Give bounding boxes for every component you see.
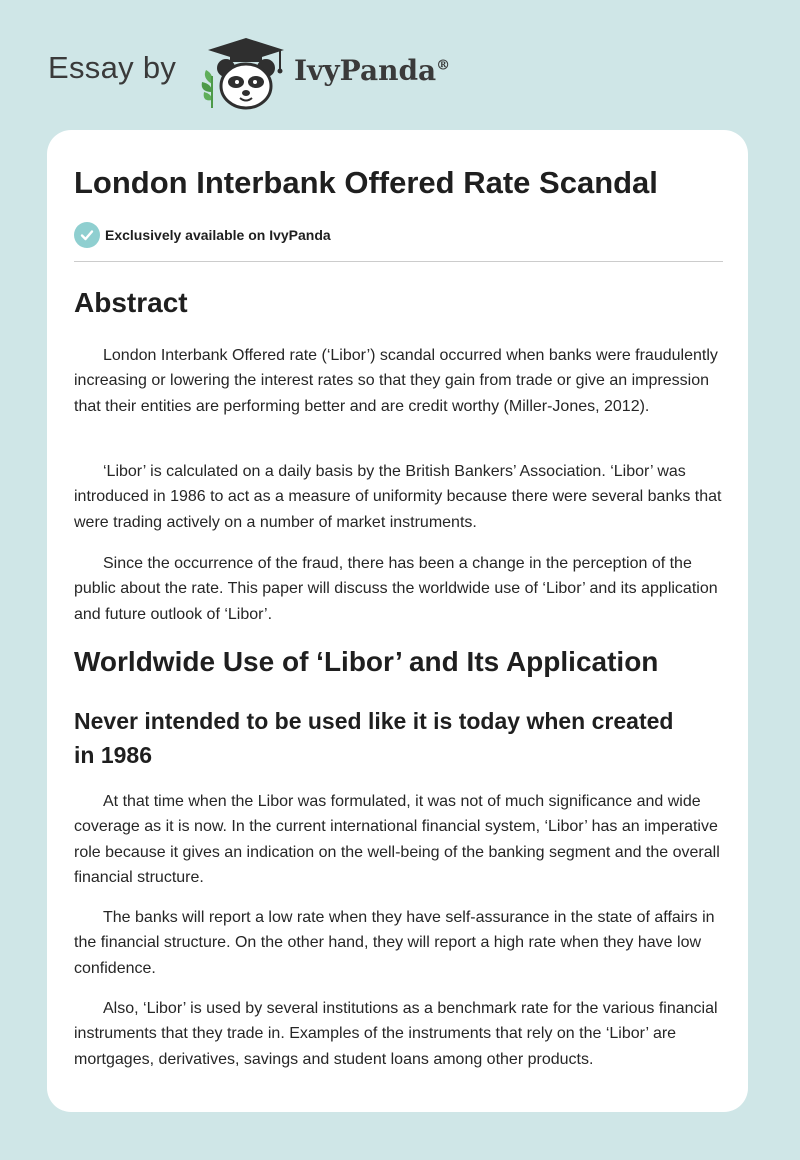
- subsection-heading: Never intended to be used like it is today when created in 1986: [74, 708, 674, 768]
- abstract-paragraph-3: Since the occurrence of the fraud, there has been a change in the perception of the public about the rate. This paper will discuss the worldwide use of ‘Libor’ and its application and future outlook of ‘Libor’.: [74, 555, 718, 623]
- site-header: [0, 0, 800, 120]
- section-heading: Worldwide Use of ‘Libor’ and Its Application: [74, 646, 659, 677]
- divider: [74, 261, 723, 262]
- subsection-paragraph-3: Also, ‘Libor’ is used by several institutions as a benchmark rate for the various financial instruments that they trade in. Examples of the instruments that rely on the ‘Libor’ are mortgages, derivatives, savings and student loans among other products.: [74, 1000, 718, 1068]
- brand-prefix: Essay by: [48, 50, 177, 85]
- essay-title: London Interbank Offered Rate Scandal: [74, 165, 658, 200]
- essay-card: [47, 130, 748, 1112]
- check-icon: [74, 222, 100, 248]
- brand-name-text: IvyPanda: [294, 54, 437, 87]
- subsection-paragraph-2: The banks will report a low rate when they have self-assurance in the state of affairs in the financial structure. On the other hand, they will report a high rate when they have low confidence.: [74, 909, 715, 977]
- subsection-paragraph-1: At that time when the Libor was formulated, it was not of much significance and wide coverage as it is now. In the current international financial system, ‘Libor’ has an imperative role because it gives an indication on the well-being of the banking segment and the overall financial structure.: [74, 793, 720, 886]
- abstract-paragraph-1: London Interbank Offered rate (‘Libor’) scandal occurred when banks were fraudulently increasing or lowering the interest rates so that they gain from trade or give an impression that their entities are performing better and are credit worthy (Miller-Jones, 2012).: [74, 347, 718, 415]
- abstract-heading: Abstract: [74, 287, 188, 318]
- registered-mark: ®: [436, 57, 451, 74]
- abstract-paragraph-2: ‘Libor’ is calculated on a daily basis by the British Bankers’ Association. ‘Libor’ was introduced in 1986 to act as a measure of uniformity because there were several banks that were trading actively on a number of market instruments.: [74, 463, 722, 531]
- brand-name[interactable]: [294, 54, 450, 87]
- panda-graduate-logo-icon[interactable]: [200, 36, 290, 112]
- exclusive-badge: [74, 222, 331, 248]
- exclusive-label: Exclusively available on IvyPanda: [105, 227, 331, 243]
